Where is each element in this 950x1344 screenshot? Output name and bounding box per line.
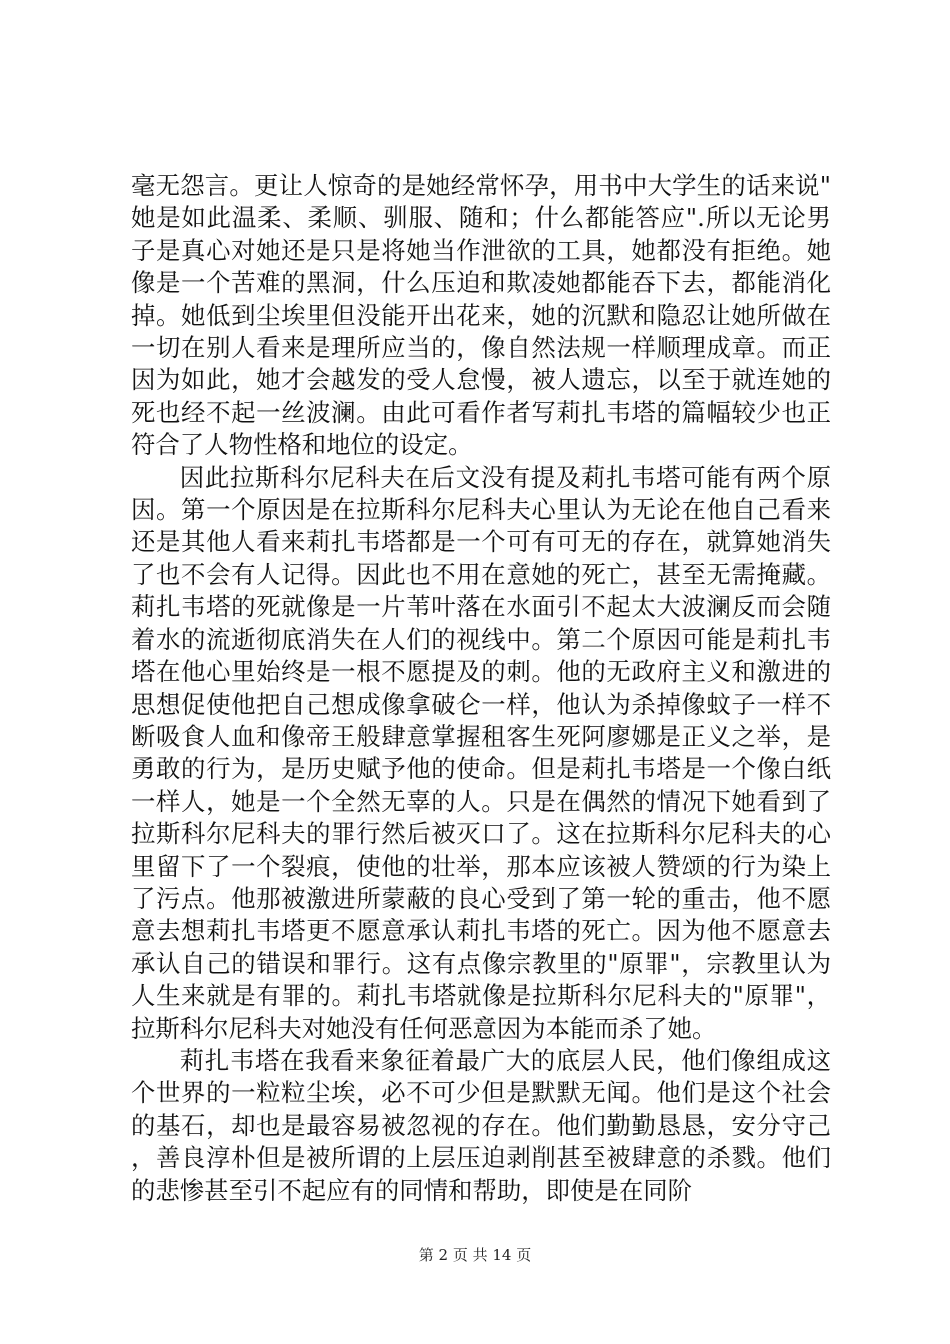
paragraph-3: 莉扎韦塔在我看来象征着最广大的底层人民，他们像组成这个世界的一粒粒尘埃，必不可少但是默默无闻。他们是这个社会的基石，却也是最容易被忽视的存在。他们勤勤恳恳，安分守己，善良淳朴但是被所谓的上层压迫剥削甚至被肆意的杀戮。他们的悲惨甚至引不起应有的同情和帮助，即使是在同阶: [131, 1045, 831, 1205]
body-text: [131, 170, 831, 1207]
page-footer: 第 2 页 共 14 页: [418, 1246, 532, 1264]
paragraph-1: 毫无怨言。更让人惊奇的是她经常怀孕，用书中大学生的话来说"她是如此温柔、柔顺、驯服、随和；什么都能答应".所以无论男子是真心对她还是只是将她当作泄欲的工具，她都没有拒绝。她像是一个苦难的黑洞，什么压迫和欺凌她都能吞下去，都能消化掉。她低到尘埃里但没能开出花来，她的沉默和隐忍让她所做在一切在别人看来是理所应当的，像自然法规一样顺理成章。而正因为如此，她才会越发的受人怠慢，被人遗忘，以至于就连她的死也经不起一丝波澜。由此可看作者写莉扎韦塔的篇幅较少也正符合了人物性格和地位的设定。: [131, 171, 831, 460]
paragraph-2: 因此拉斯科尔尼科夫在后文没有提及莉扎韦塔可能有两个原因。第一个原因是在拉斯科尔尼科夫心里认为无论在他自己看来还是其他人看来莉扎韦塔都是一个可有可无的存在，就算她消失了也不会有人记得。因此也不用在意她的死亡，甚至无需掩藏。莉扎韦塔的死就像是一片苇叶落在水面引不起太大波澜反而会随着水的流逝彻底消失在人们的视线中。第二个原因可能是莉扎韦塔在他心里始终是一根不愿提及的刺。他的无政府主义和激进的思想促使他把自己想成像拿破仑一样，他认为杀掉像蚊子一样不断吸食人血和像帝王般肆意掌握租客生死阿廖娜是正义之举，是勇敢的行为，是历史赋予他的使命。但是莉扎韦塔是一个像白纸一样人，她是一个全然无辜的人。只是在偶然的情况下她看到了拉斯科尔尼科夫的罪行然后被灭口了。这在拉斯科尔尼科夫的心里留下了一个裂痕，使他的壮举，那本应该被人赞颂的行为染上了污点。他那被激进所蒙蔽的良心受到了第一轮的重击，他不愿意去想莉扎韦塔更不愿意承认莉扎韦塔的死亡。因为他不愿意去承认自己的错误和罪行。这有点像宗教里的"原罪"，宗教里认为人生来就是有罪的。莉扎韦塔就像是拉斯科尔尼科夫的"原罪"，拉斯科尔尼科夫对她没有任何恶意因为本能而杀了她。: [131, 462, 831, 1043]
